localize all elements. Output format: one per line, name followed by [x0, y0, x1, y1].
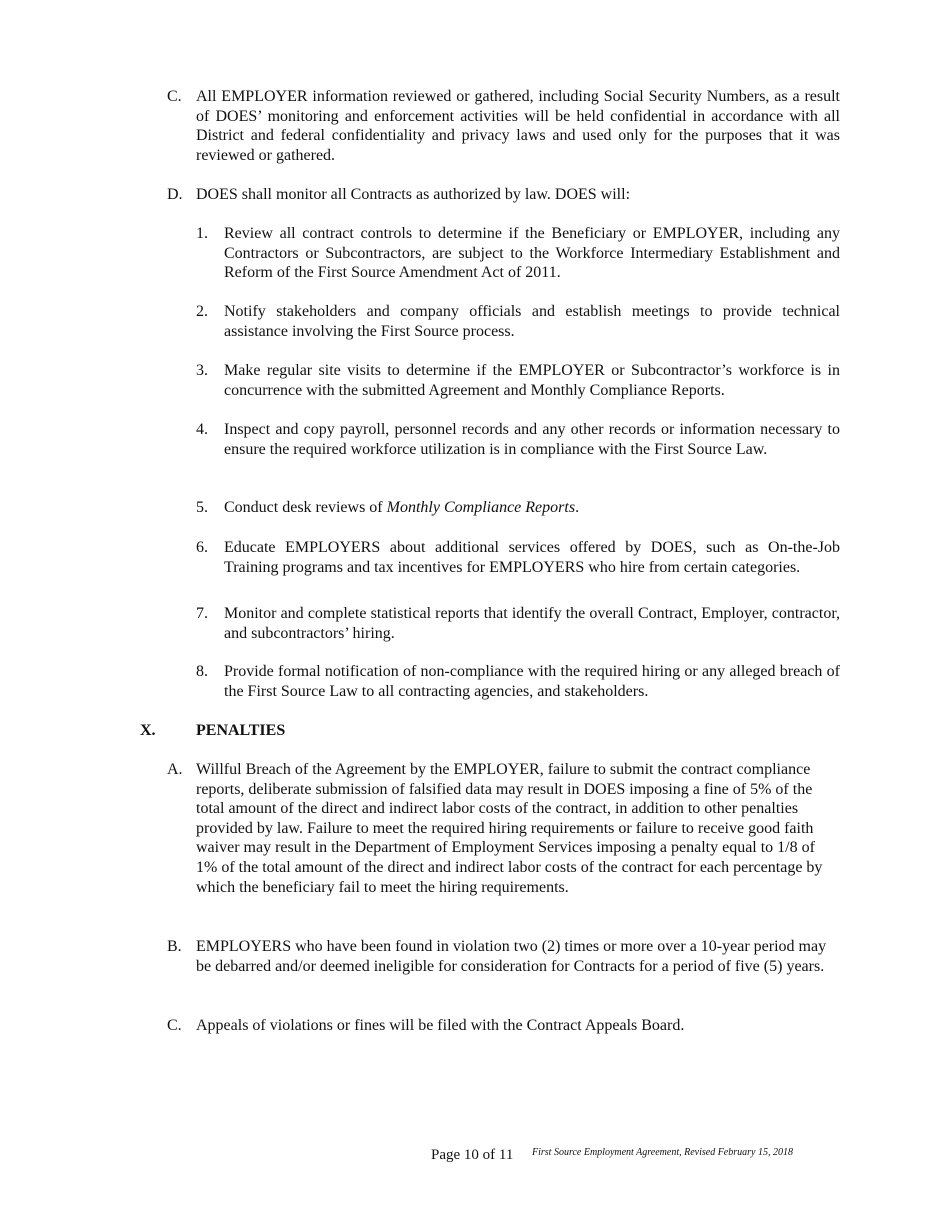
- sub-list-item: [196, 538, 840, 577]
- list-marker: 3.: [196, 362, 208, 379]
- list-marker: 5.: [196, 499, 208, 516]
- paragraph-text: Make regular site visits to determine if the EMPLOYER or Subcontractor’s workforce is in concurrence with the submitted Agreement and Monthly Compliance Reports.: [224, 362, 840, 399]
- list-marker: 2.: [196, 303, 208, 320]
- paragraph-text: Willful Breach of the Agreement by the EMPLOYER, failure to submit the contract compliance reports, deliberate submission of falsified data may result in DOES imposing a fine of 5% of the total amount of the direct and indirect labor costs of the contract, in addition to other penalties provided by law. Failure to meet the required hiring requirements or failure to receive good faith waiver may result in the Department of Employment Services imposing a penalty equal to 1/8 of 1% of the total amount of the direct and indirect labor costs of the contract for each percentage by which the beneficiary fail to meet the hiring requirements.: [196, 761, 823, 896]
- section-title: PENALTIES: [196, 722, 286, 739]
- paragraph-text: Notify stakeholders and company officials and establish meetings to provide technical assistance involving the First Source process.: [224, 303, 840, 340]
- paragraph-text: EMPLOYERS who have been found in violation two (2) times or more over a 10-year period may be debarred and/or deemed ineligible for consideration for Contracts for a period of five (5) years.: [196, 938, 827, 975]
- sub-list-item: [196, 224, 840, 283]
- paragraph-text: All EMPLOYER information reviewed or gathered, including Social Security Numbers, as a result of DOES’ monitoring and enforcement activities will be held confidential in accordance with all District and federal confidentiality and privacy laws and used only for the purposes that it was reviewed or gathered.: [196, 88, 840, 164]
- paragraph-text: Review all contract controls to determine if the Beneficiary or EMPLOYER, including any Contractors or Subcontractors, are subject to the Workforce Intermediary Establishment and Reform of the First Source Amendment Act of 2011.: [224, 225, 840, 282]
- paragraph-text: DOES shall monitor all Contracts as authorized by law. DOES will:: [196, 186, 631, 203]
- list-marker: 7.: [196, 605, 208, 622]
- list-marker: C.: [167, 1017, 182, 1034]
- paragraph-text: Provide formal notification of non-compliance with the required hiring or any alleged breach of the First Source Law to all contracting agencies, and stakeholders.: [224, 663, 840, 700]
- paragraph-text-lead: Conduct desk reviews of: [224, 499, 387, 516]
- sub-list-item: [196, 498, 840, 518]
- page-number: Page 10 of 11: [431, 1147, 514, 1163]
- list-marker: B.: [167, 938, 182, 955]
- list-marker: 1.: [196, 225, 208, 242]
- list-item: [167, 937, 840, 976]
- sub-list-item: [196, 302, 840, 341]
- paragraph-text-tail: .: [575, 499, 580, 516]
- list-marker: 4.: [196, 421, 208, 438]
- list-item: [167, 185, 840, 205]
- sub-list-item: [196, 420, 840, 459]
- paragraph-text: Appeals of violations or fines will be filed with the Contract Appeals Board.: [196, 1017, 685, 1034]
- paragraph-text: Educate EMPLOYERS about additional services offered by DOES, such as On-the-Job Training programs and tax incentives for EMPLOYERS who hire from certain categories.: [224, 539, 840, 576]
- sub-list-item: [196, 604, 840, 643]
- sub-list-item: [196, 662, 840, 701]
- sub-list-item: [196, 361, 840, 400]
- list-marker: 8.: [196, 663, 208, 680]
- list-marker: C.: [167, 88, 182, 105]
- list-marker: D.: [167, 186, 183, 203]
- document-footer-title: First Source Employment Agreement, Revised February 15, 2018: [532, 1147, 793, 1158]
- report-title-italic: Monthly Compliance Reports: [386, 499, 576, 516]
- paragraph-text: Monitor and complete statistical reports that identify the overall Contract, Employer, contractor, and subcontractors’ hiring.: [224, 605, 840, 642]
- list-item: [167, 1016, 840, 1036]
- list-marker: 6.: [196, 539, 208, 556]
- section-number: X.: [140, 722, 156, 739]
- list-item: [167, 760, 840, 897]
- list-item: [167, 87, 840, 165]
- list-marker: A.: [167, 761, 183, 778]
- paragraph-text: Inspect and copy payroll, personnel records and any other records or information necessary to ensure the required workforce utilization is in compliance with the First Source Law.: [224, 421, 840, 458]
